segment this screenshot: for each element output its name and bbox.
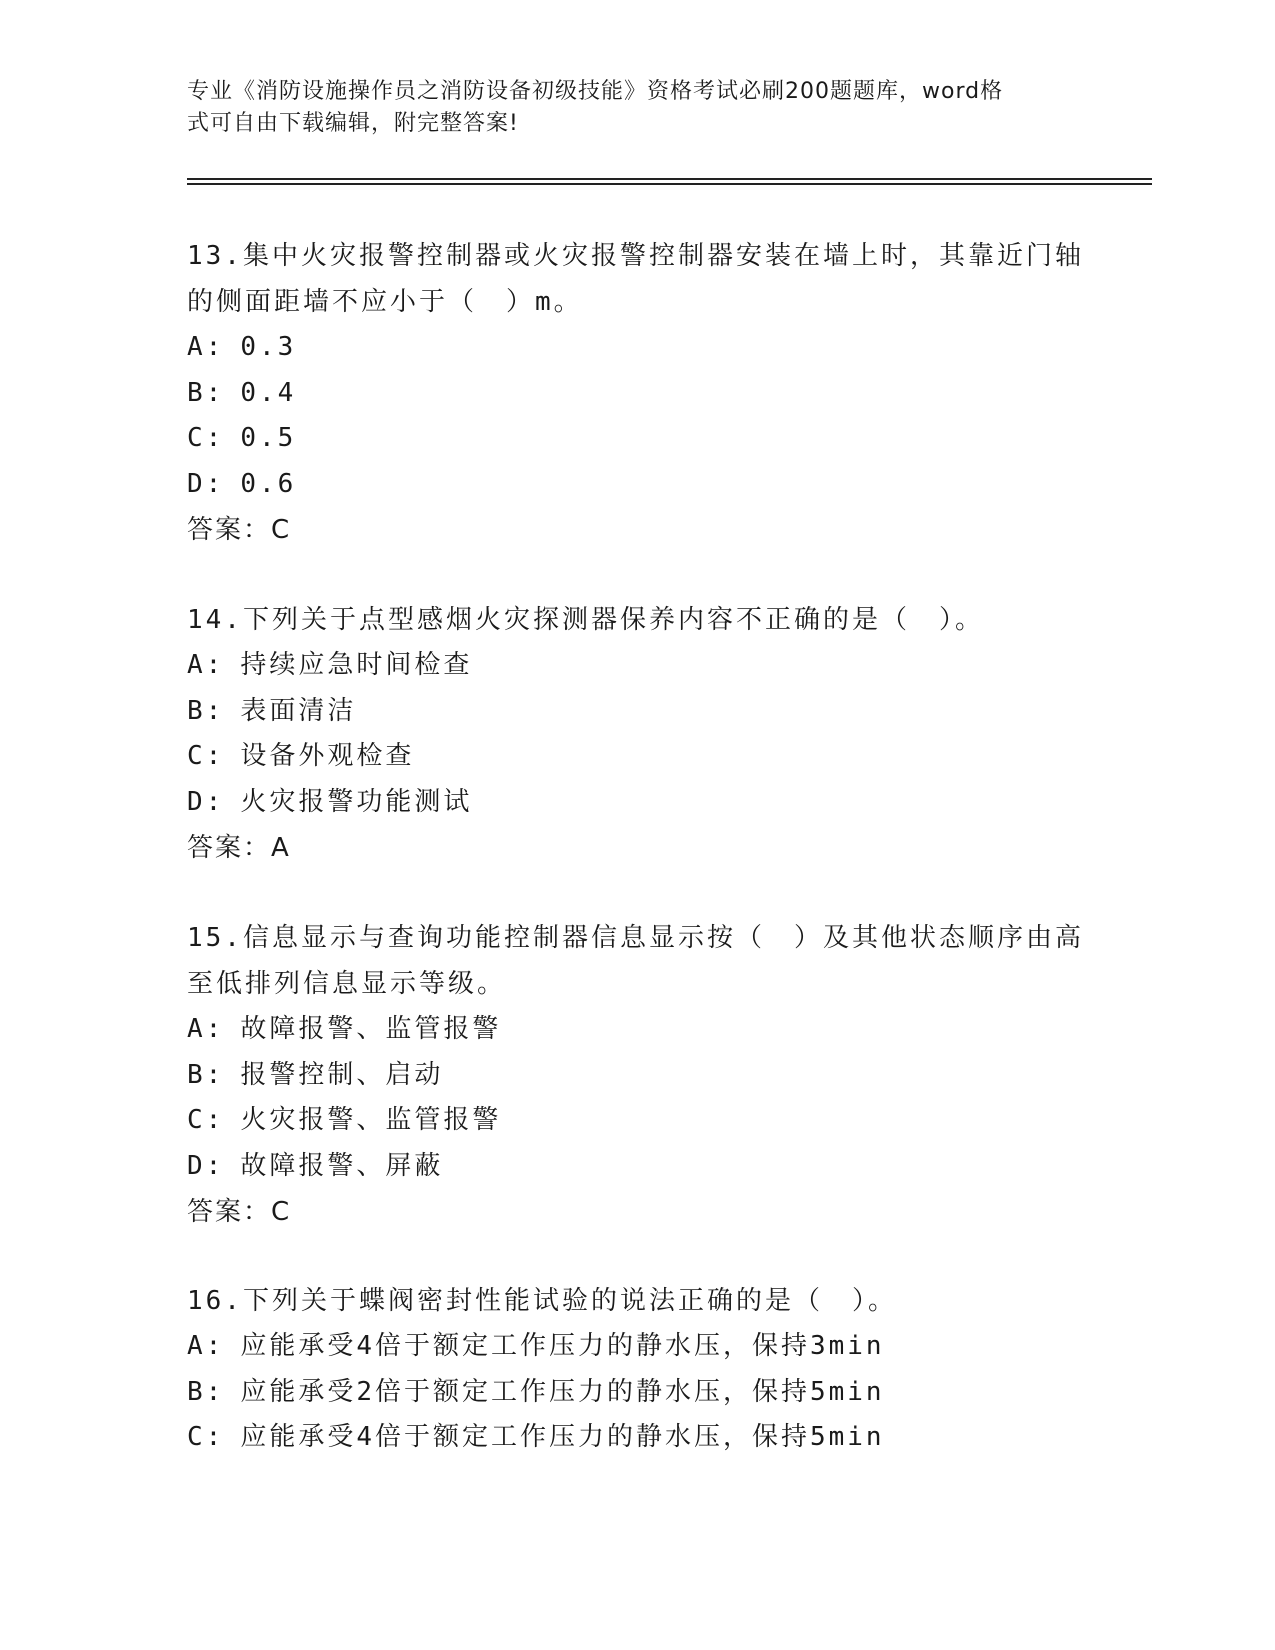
option-c [187,1098,1087,1144]
option-text: 火灾报警功能测试 [240,786,473,817]
option-text: 0.5 [240,423,297,453]
option-letter: B: [187,377,225,408]
option-a [187,1324,1087,1370]
answer-line: 答案：C [187,515,292,545]
option-a [187,643,1087,689]
option-a [187,1007,1087,1053]
header-line-1: 专业《消防设施操作员之消防设备初级技能》资格考试必刷200题题库，word格 [187,79,1004,104]
option-d [187,1144,1087,1190]
option-letter: C: [187,423,225,453]
option-letter: C: [187,1422,225,1452]
question-stem: 15.信息显示与查询功能控制器信息显示按（ ）及其他状态顺序由高至低排列信息显示等级。 [187,923,1084,999]
option-text: 故障报警、屏蔽 [240,1150,444,1181]
option-d [187,462,1087,508]
option-d [187,780,1087,826]
option-text: 火灾报警、监管报警 [240,1105,502,1135]
option-text: 表面清洁 [240,695,357,726]
document-header [187,76,1067,140]
option-letter: B: [187,695,225,726]
option-letter: A: [187,650,225,680]
header-divider-bottom [187,183,1152,185]
option-text: 持续应急时间检查 [240,650,473,680]
option-text: 0.6 [240,468,297,499]
answer-line: 答案：A [187,833,291,863]
option-letter: C: [187,741,225,771]
question-13 [187,233,1087,553]
question-stem: 14.下列关于点型感烟火灾探测器保养内容不正确的是（ ）。 [187,605,984,635]
option-letter: A: [187,1014,225,1044]
option-c [187,416,1087,462]
option-b [187,371,1087,417]
option-letter: A: [187,332,225,362]
option-b [187,689,1087,735]
option-text: 报警控制、启动 [240,1059,444,1090]
option-text: 应能承受4倍于额定工作压力的静水压，保持3min [240,1331,885,1361]
question-15 [187,915,1087,1235]
option-b [187,1053,1087,1099]
option-text: 故障报警、监管报警 [240,1014,502,1044]
question-16 [187,1278,1087,1461]
option-letter: D: [187,786,225,817]
answer-line: 答案：C [187,1197,292,1227]
option-letter: B: [187,1059,225,1090]
option-letter: C: [187,1105,225,1135]
question-stem: 13.集中火灾报警控制器或火灾报警控制器安装在墙上时，其靠近门轴的侧面距墙不应小于（ ）m。 [187,241,1084,317]
option-letter: A: [187,1331,225,1361]
option-letter: B: [187,1376,225,1407]
option-text: 设备外观检查 [240,741,415,771]
option-text: 0.3 [240,332,297,362]
question-14 [187,597,1087,871]
option-c [187,734,1087,780]
option-c [187,1415,1087,1461]
option-letter: D: [187,1150,225,1181]
option-text: 0.4 [240,377,297,408]
option-b [187,1370,1087,1416]
option-text: 应能承受2倍于额定工作压力的静水压，保持5min [240,1376,885,1407]
header-divider-top [187,178,1152,180]
question-stem: 16.下列关于蝶阀密封性能试验的说法正确的是（ ）。 [187,1286,897,1316]
header-line-2: 式可自由下载编辑，附完整答案! [187,111,519,136]
option-text: 应能承受4倍于额定工作压力的静水压，保持5min [240,1422,885,1452]
option-letter: D: [187,468,225,499]
option-a [187,325,1087,371]
